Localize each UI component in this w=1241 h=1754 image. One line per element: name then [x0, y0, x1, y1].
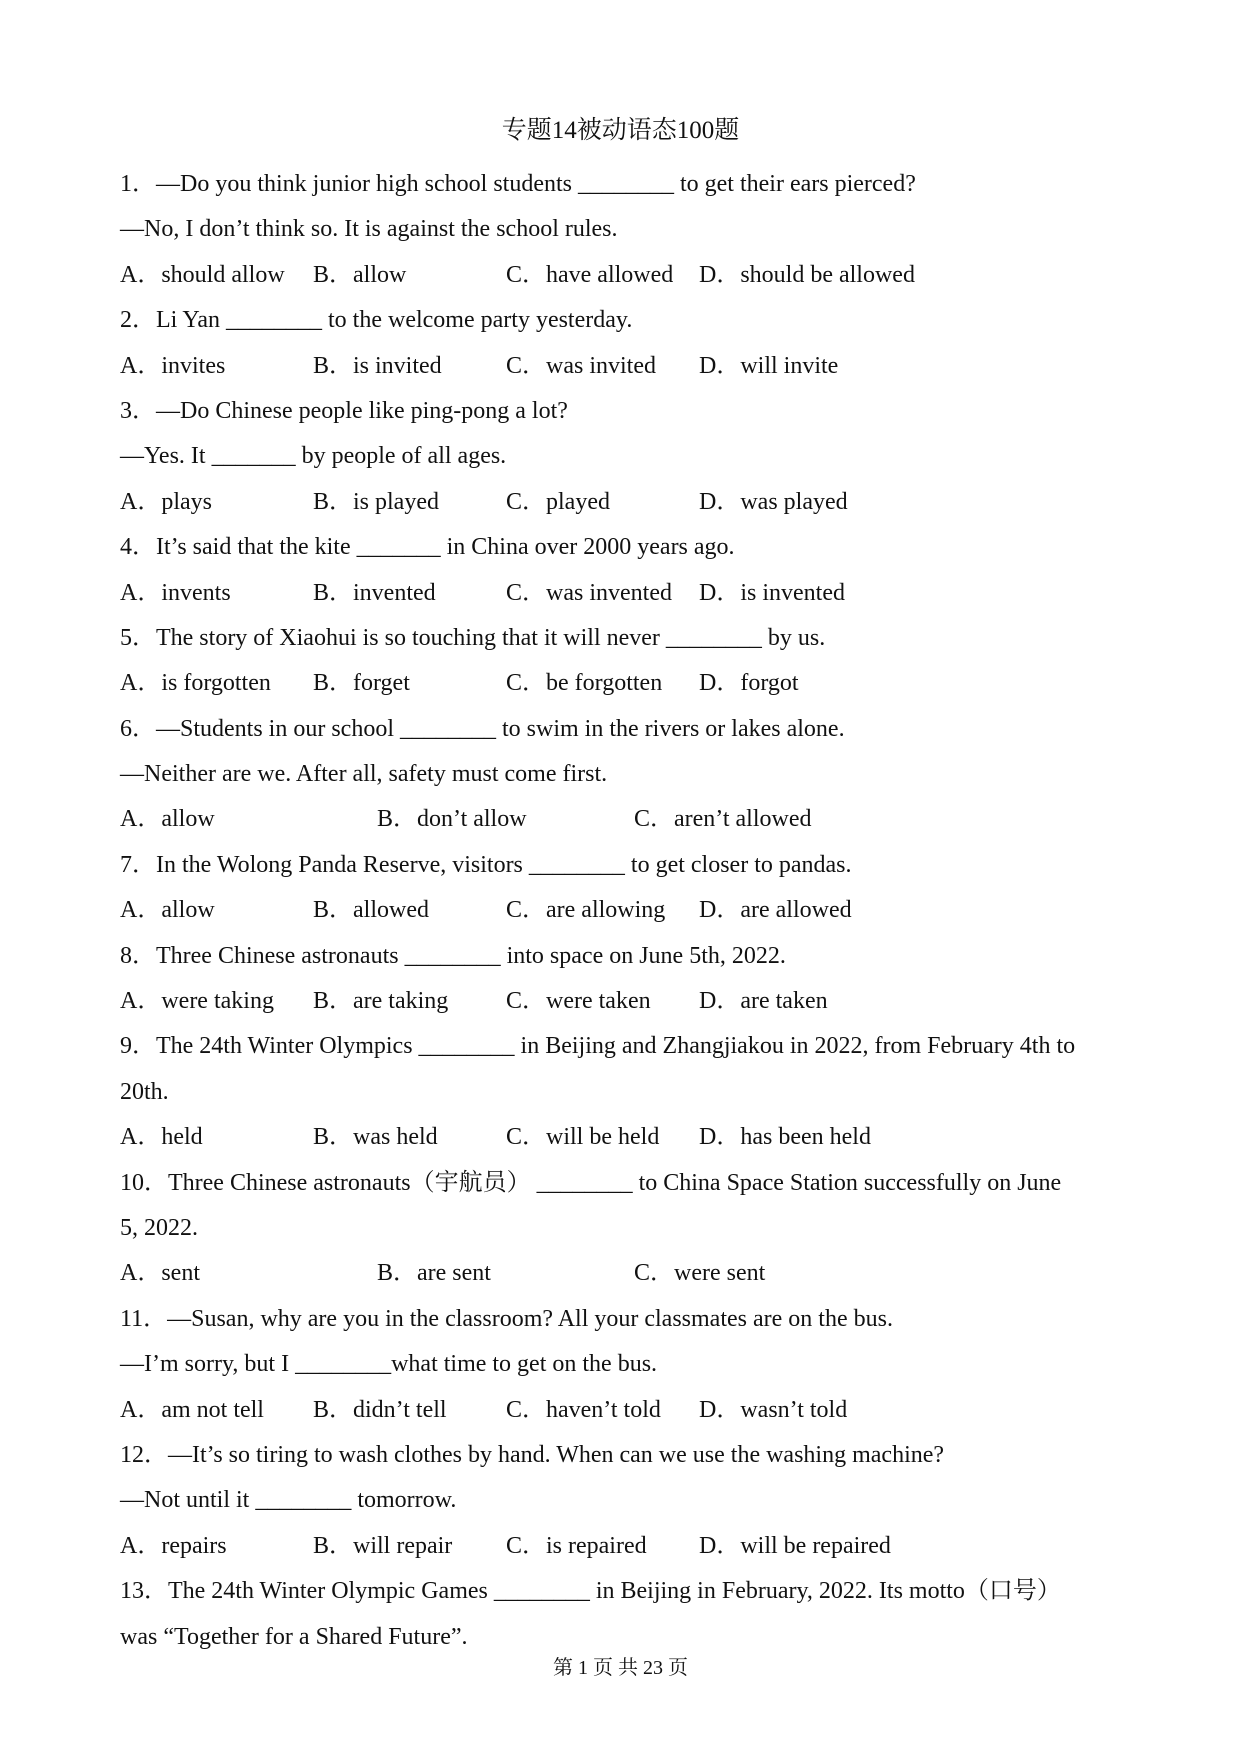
question-stem: 3．—Do Chinese people like ping-pong a lot? — [120, 397, 568, 424]
option-c: C．haven’t told — [506, 1396, 661, 1423]
option-b: B．was held — [313, 1124, 438, 1151]
option-d: D．will be repaired — [699, 1532, 891, 1559]
page-title: 专题14被动语态100题 — [501, 117, 740, 144]
option-b: B．don’t allow — [377, 806, 527, 833]
option-b: B．is played — [313, 488, 439, 515]
question-stem: 2．Li Yan ________ to the welcome party yesterday. — [120, 307, 633, 334]
option-c: C．played — [506, 488, 610, 515]
question-stem: 1．—Do you think junior high school students ________ to get their ears pierced? — [120, 171, 916, 197]
option-a: A．am not tell — [120, 1396, 264, 1423]
option-a: A．were taking — [120, 988, 274, 1015]
option-c: C．will be held — [506, 1124, 660, 1151]
question-line: 20th. — [120, 1078, 169, 1105]
question-line: —No, I don’t think so. It is against the school rules. — [120, 216, 618, 243]
question-item — [120, 389, 1125, 525]
question-item — [120, 707, 1125, 843]
option-b: B．is invited — [313, 352, 442, 379]
answer-options — [120, 1388, 1125, 1433]
option-b: B．didn’t tell — [313, 1396, 447, 1423]
option-d: D．was played — [699, 488, 848, 515]
option-b: B．invented — [313, 579, 436, 606]
question-stem: 5．The story of Xiaohui is so touching that it will never ________ by us. — [120, 624, 826, 651]
option-d: D．will invite — [699, 352, 839, 379]
question-line: —Yes. It _______ by people of all ages. — [120, 443, 507, 470]
option-a: A．sent — [120, 1260, 200, 1287]
question-stem: 7．In the Wolong Panda Reserve, visitors ________ to get closer to pandas. — [120, 851, 852, 878]
option-a: A．invites — [120, 352, 226, 379]
question-item — [120, 843, 1125, 934]
answer-options — [120, 797, 1125, 842]
option-b: B．are taking — [313, 988, 449, 1015]
question-item — [120, 934, 1125, 1025]
option-d: D．is invented — [699, 579, 845, 606]
option-b: B．allow — [313, 261, 407, 288]
option-d: D．should be allowed — [699, 261, 915, 288]
option-b: B．are sent — [377, 1260, 491, 1287]
question-item — [120, 1569, 1125, 1660]
question-item — [120, 1161, 1125, 1297]
option-a: A．should allow — [120, 261, 285, 288]
question-stem: 10．Three Chinese astronauts（宇航员） ________ to China Space Station successfully on June — [120, 1169, 1062, 1196]
option-a: A．is forgotten — [120, 670, 271, 697]
option-b: B．forget — [313, 670, 410, 697]
option-c: C．was invited — [506, 352, 656, 379]
question-item — [120, 298, 1125, 389]
question-line: —Neither are we. After all, safety must come first. — [120, 761, 608, 788]
question-stem: 11．—Susan, why are you in the classroom? All your classmates are on the bus. — [120, 1305, 893, 1332]
option-c: C．are allowing — [506, 897, 666, 924]
answer-options — [120, 979, 1125, 1024]
question-stem: 4．It’s said that the kite _______ in China over 2000 years ago. — [120, 534, 735, 561]
option-d: D．forgot — [699, 670, 799, 697]
question-stem: 8．Three Chinese astronauts ________ into space on June 5th, 2022. — [120, 942, 786, 969]
question-stem: 12．—It’s so tiring to wash clothes by hand. When can we use the washing machine? — [120, 1441, 945, 1468]
option-a: A．allow — [120, 897, 215, 924]
option-b: B．allowed — [313, 897, 429, 924]
option-c: C．be forgotten — [506, 670, 663, 697]
question-line: —Not until it ________ tomorrow. — [120, 1487, 457, 1514]
answer-options — [120, 1524, 1125, 1569]
answer-options — [120, 661, 1125, 706]
option-a: A．allow — [120, 806, 215, 833]
question-item — [120, 162, 1125, 298]
page-footer: 第 1 页 共 23 页 — [553, 1657, 688, 1679]
option-c: C．were sent — [634, 1260, 766, 1287]
option-a: A．plays — [120, 488, 212, 515]
option-a: A．held — [120, 1124, 203, 1151]
question-item — [120, 1433, 1125, 1569]
question-line: —I’m sorry, but I ________what time to get on the bus. — [120, 1351, 658, 1378]
option-a: A．invents — [120, 579, 231, 606]
question-stem: 9．The 24th Winter Olympics ________ in Beijing and Zhangjiakou in 2022, from February 4th to — [120, 1033, 1076, 1060]
option-c: C．have allowed — [506, 261, 674, 288]
question-stem: 13．The 24th Winter Olympic Games ________ in Beijing in February, 2022. Its motto（口号） — [120, 1578, 1061, 1605]
question-line: was “Together for a Shared Future”. — [120, 1623, 468, 1650]
answer-options — [120, 888, 1125, 933]
question-item — [120, 1024, 1125, 1160]
question-item — [120, 616, 1125, 707]
answer-options — [120, 253, 1125, 298]
option-c: C．was invented — [506, 579, 672, 606]
question-list — [120, 162, 1125, 1660]
question-stem: 6．—Students in our school ________ to swim in the rivers or lakes alone. — [120, 715, 845, 742]
question-item — [120, 1297, 1125, 1433]
option-d: D．are allowed — [699, 897, 852, 924]
question-item — [120, 525, 1125, 616]
option-c: C．aren’t allowed — [634, 806, 812, 833]
answer-options — [120, 1115, 1125, 1160]
option-a: A．repairs — [120, 1532, 227, 1559]
option-d: D．has been held — [699, 1124, 871, 1151]
answer-options — [120, 571, 1125, 616]
answer-options — [120, 480, 1125, 525]
answer-options — [120, 344, 1125, 389]
option-c: C．is repaired — [506, 1532, 647, 1559]
option-d: D．are taken — [699, 988, 828, 1015]
option-b: B．will repair — [313, 1532, 453, 1559]
question-line: 5, 2022. — [120, 1214, 198, 1241]
option-d: D．wasn’t told — [699, 1396, 848, 1423]
option-c: C．were taken — [506, 988, 651, 1015]
answer-options — [120, 1251, 1125, 1296]
